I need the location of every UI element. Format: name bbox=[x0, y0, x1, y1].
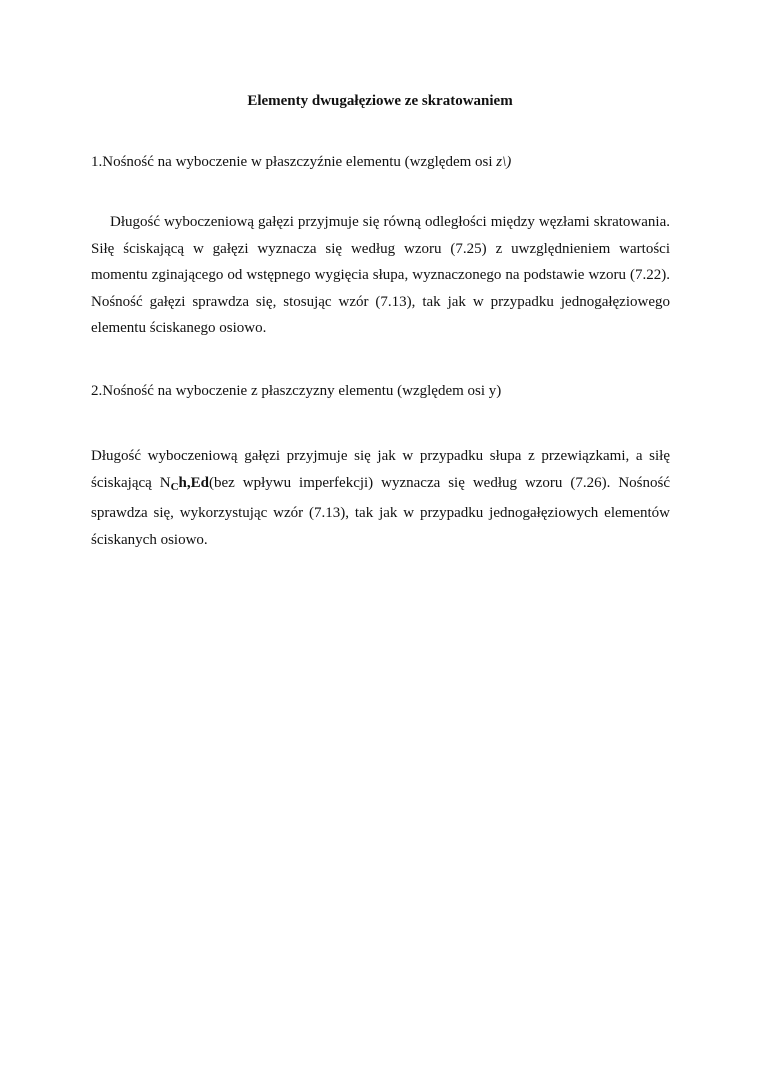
force-symbol-subscript: C bbox=[170, 480, 179, 493]
section-1-heading-text: 1.Nośność na wyboczenie w płaszczyźnie elementu (względem osi bbox=[91, 154, 497, 170]
section-1-heading-axis: z\) bbox=[496, 154, 512, 170]
section-1-paragraph: Długość wyboczeniową gałęzi przyjmuje się równą odległości między węzłami skratowania. Siłę ściskającą w gałęzi wyznacza się według wzoru (7.25) z uwzględnieniem wartości momentu zginającego od wstępnego wygięcia słupa, wyznaczonego na podstawie wzoru (7.22). Nośność gałęzi sprawdza się, stosując wzór (7.13), tak jak w przypadku jednogałęziowego elementu ściskanego osiowo. bbox=[91, 214, 670, 336]
force-symbol-bold: h,Ed bbox=[178, 474, 209, 491]
section-2-paragraph-part1: Długość wyboczeniową gałęzi przyjmuje się jak w przypadku słupa z przewiązkami, a siłę ściskającą N bbox=[91, 448, 670, 491]
section-2-paragraph-part2: (bez wpływu imperfekcji) wyznacza się według wzoru (7.26). Nośność sprawdza się, wykorzystując wzór (7.13), tak jak w przypadku jednogałęziowych elementów ściskanych osiowo. bbox=[91, 474, 670, 548]
section-1-heading bbox=[91, 153, 681, 171]
document-title: Elementy dwugałęziowe ze skratowaniem bbox=[247, 93, 513, 109]
section-2-paragraph bbox=[91, 443, 670, 553]
section-2-heading: 2.Nośność na wyboczenie z płaszczyzny elementu (względem osi y) bbox=[91, 383, 502, 399]
